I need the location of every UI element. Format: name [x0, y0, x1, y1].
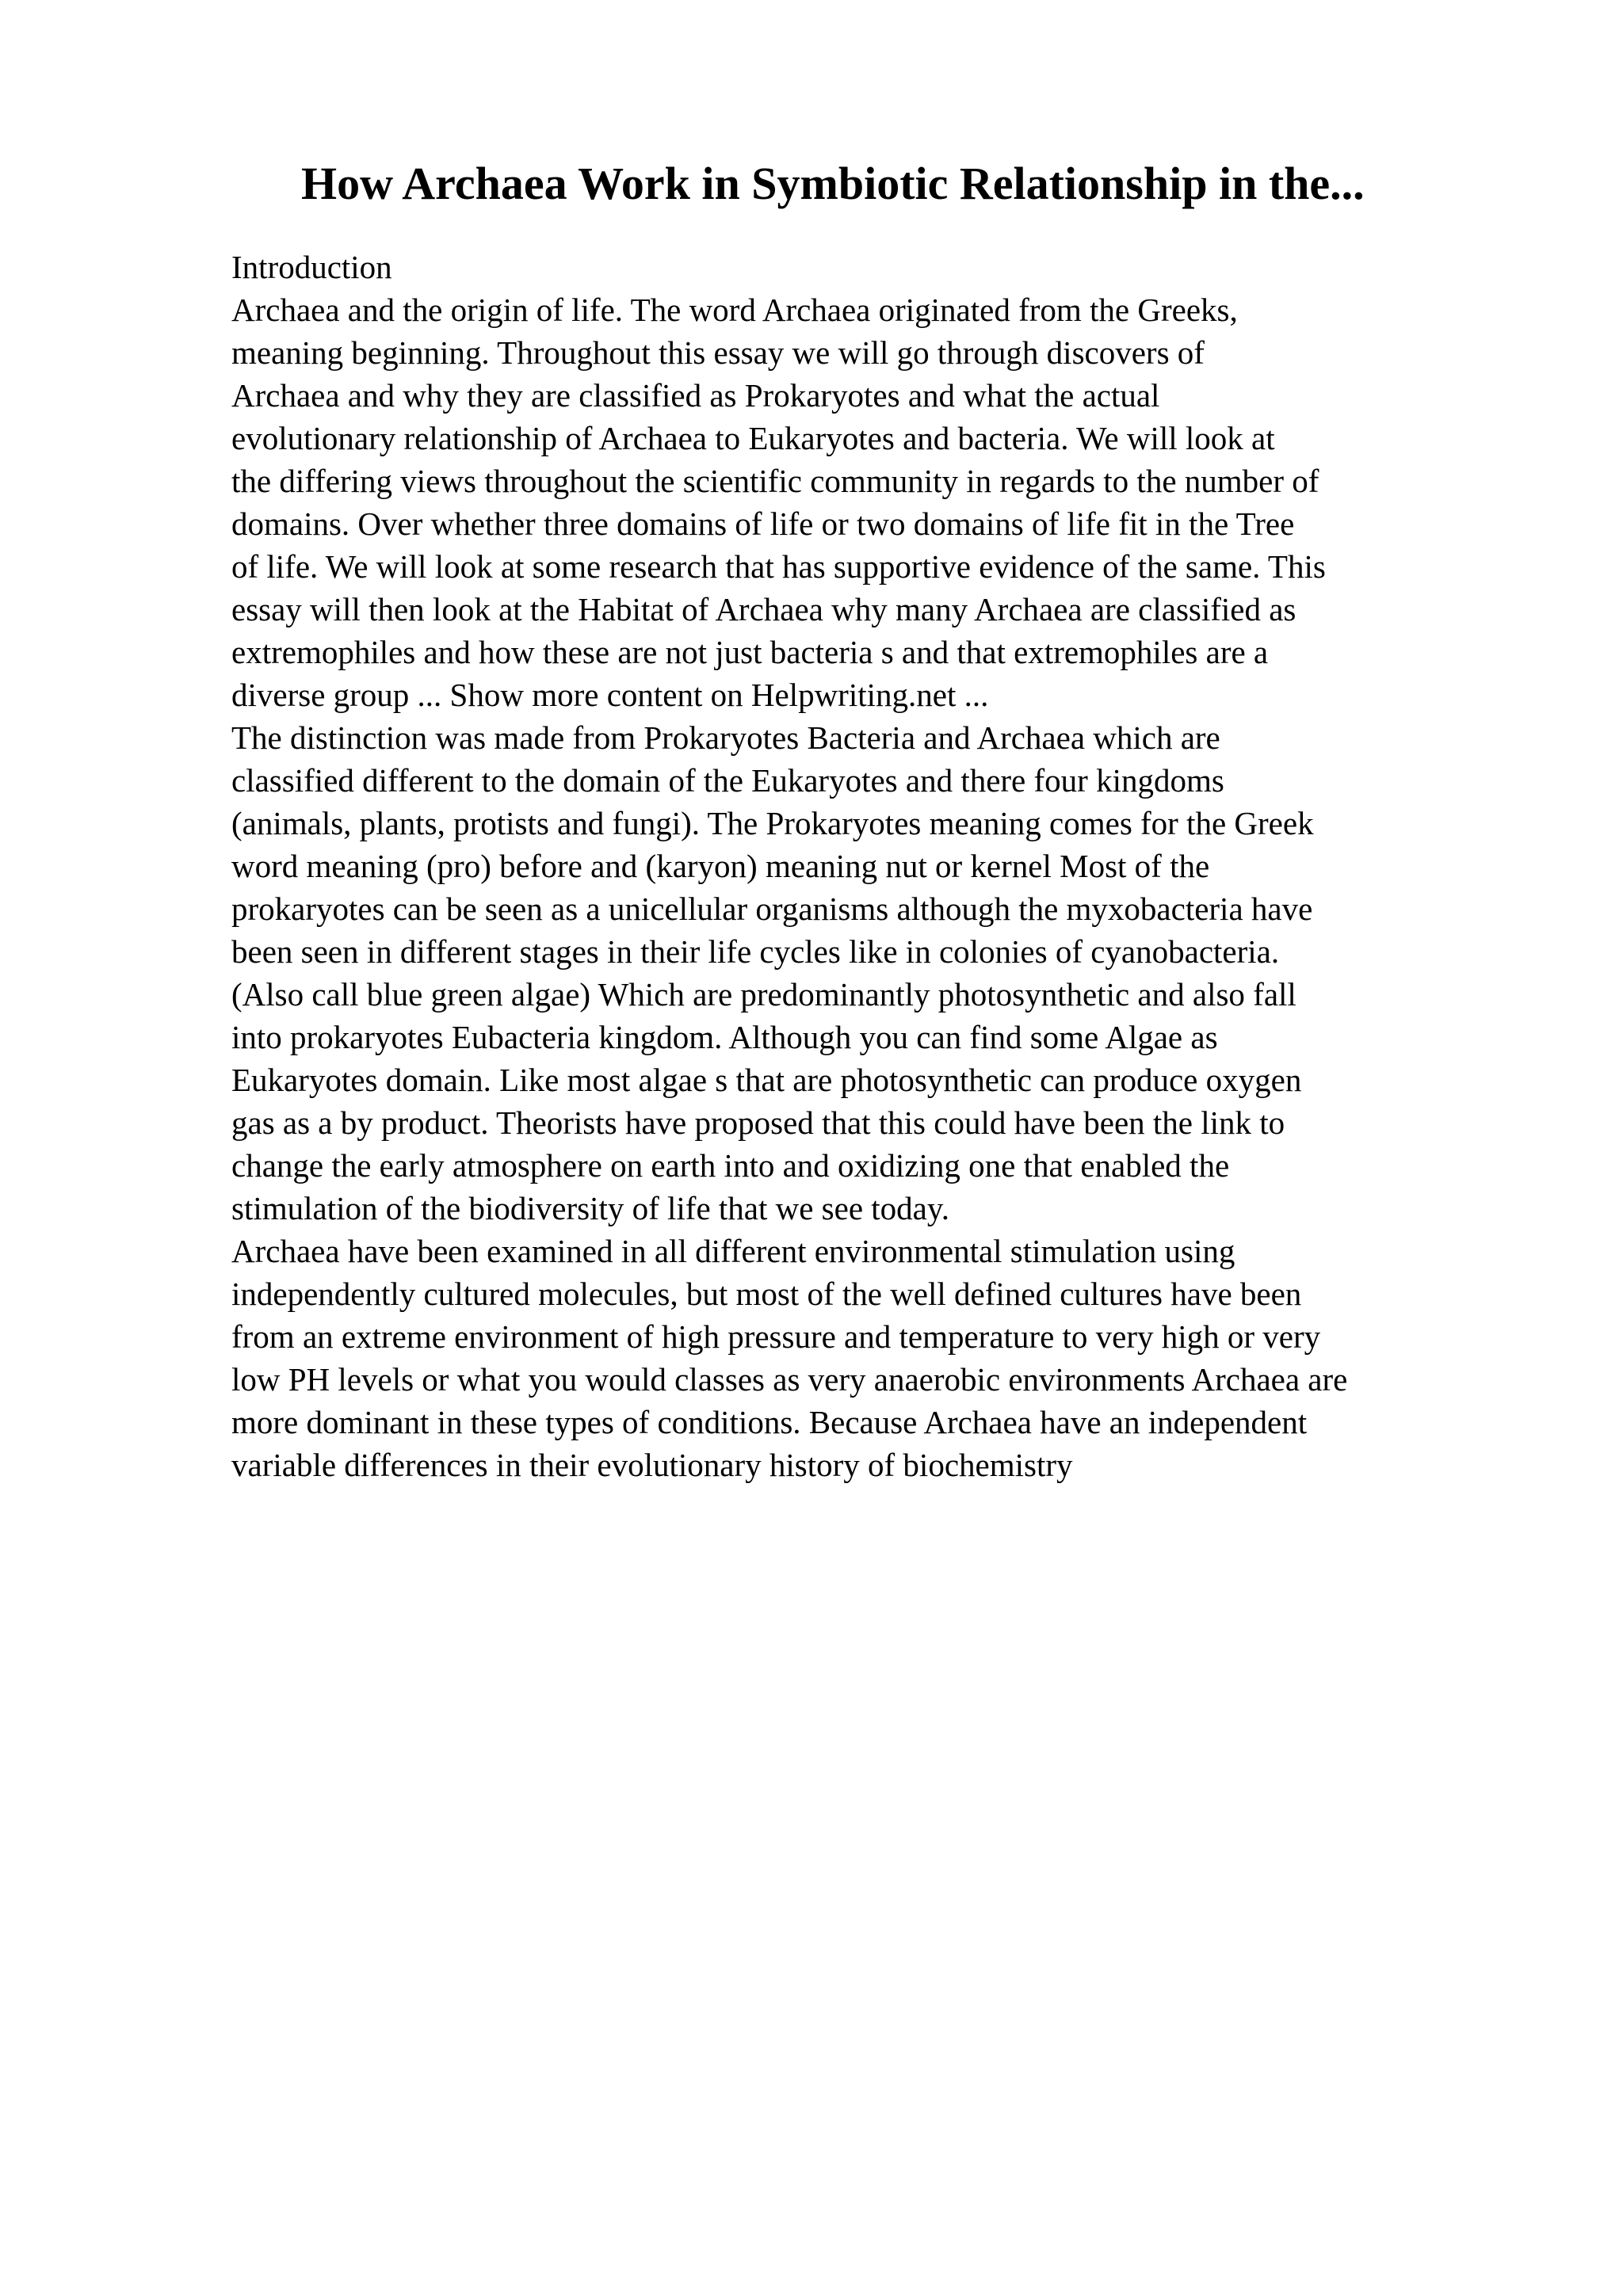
text-line: gas as a by product. Theorists have proposed that this could have been the link to [231, 1104, 1285, 1141]
text-line: change the early atmosphere on earth into and oxidizing one that enabled the [231, 1147, 1230, 1184]
document-body [231, 246, 1515, 1486]
text-line: stimulation of the biodiversity of life that we see today. [231, 1190, 949, 1226]
document-title: How Archaea Work in Symbiotic Relationship in the... [301, 158, 1365, 209]
text-line: essay will then look at the Habitat of Archaea why many Archaea are classified as [231, 591, 1296, 627]
text-line: been seen in different stages in their life cycles like in colonies of cyanobacteria. [231, 933, 1280, 970]
text-line: (animals, plants, protists and fungi). The Prokaryotes meaning comes for the Greek [231, 805, 1314, 841]
text-line: prokaryotes can be seen as a unicellular organisms although the myxobacteria have [231, 891, 1313, 927]
text-line: classified different to the domain of the Eukaryotes and there four kingdoms [231, 762, 1224, 799]
text-line: domains. Over whether three domains of life or two domains of life fit in the Tree [231, 505, 1295, 542]
text-line: Archaea and why they are classified as Prokaryotes and what the actual [231, 377, 1160, 414]
text-line: diverse group ... Show more content on Helpwriting.net ... [231, 677, 989, 713]
text-line: into prokaryotes Eubacteria kingdom. Although you can find some Algae as [231, 1019, 1218, 1055]
text-line: from an extreme environment of high pressure and temperature to very high or very [231, 1318, 1321, 1355]
text-line: The distinction was made from Prokaryotes Bacteria and Archaea which are [231, 719, 1220, 756]
text-line: Archaea have been examined in all different environmental stimulation using [231, 1233, 1235, 1269]
text-line: of life. We will look at some research that has supportive evidence of the same. This [231, 548, 1326, 585]
text-line: low PH levels or what you would classes as very anaerobic environments Archaea are [231, 1361, 1348, 1398]
text-line: meaning beginning. Throughout this essay we will go through discovers of [231, 334, 1205, 371]
text-line: independently cultured molecules, but most of the well defined cultures have been [231, 1276, 1302, 1312]
text-line: evolutionary relationship of Archaea to Eukaryotes and bacteria. We will look at [231, 420, 1275, 456]
text-line: the differing views throughout the scientific community in regards to the number of [231, 463, 1319, 499]
text-line: extremophiles and how these are not just bacteria s and that extremophiles are a [231, 634, 1269, 670]
text-line: Introduction [231, 249, 392, 285]
text-line: word meaning (pro) before and (karyon) meaning nut or kernel Most of the [231, 848, 1210, 884]
text-line: (Also call blue green algae) Which are predominantly photosynthetic and also fall [231, 976, 1296, 1013]
text-line: Eukaryotes domain. Like most algae s that are photosynthetic can produce oxygen [231, 1062, 1302, 1098]
text-line: variable differences in their evolutionary history of biochemistry [231, 1447, 1073, 1483]
text-line: Archaea and the origin of life. The word Archaea originated from the Greeks, [231, 292, 1238, 328]
text-line: more dominant in these types of conditions. Because Archaea have an independent [231, 1404, 1308, 1440]
